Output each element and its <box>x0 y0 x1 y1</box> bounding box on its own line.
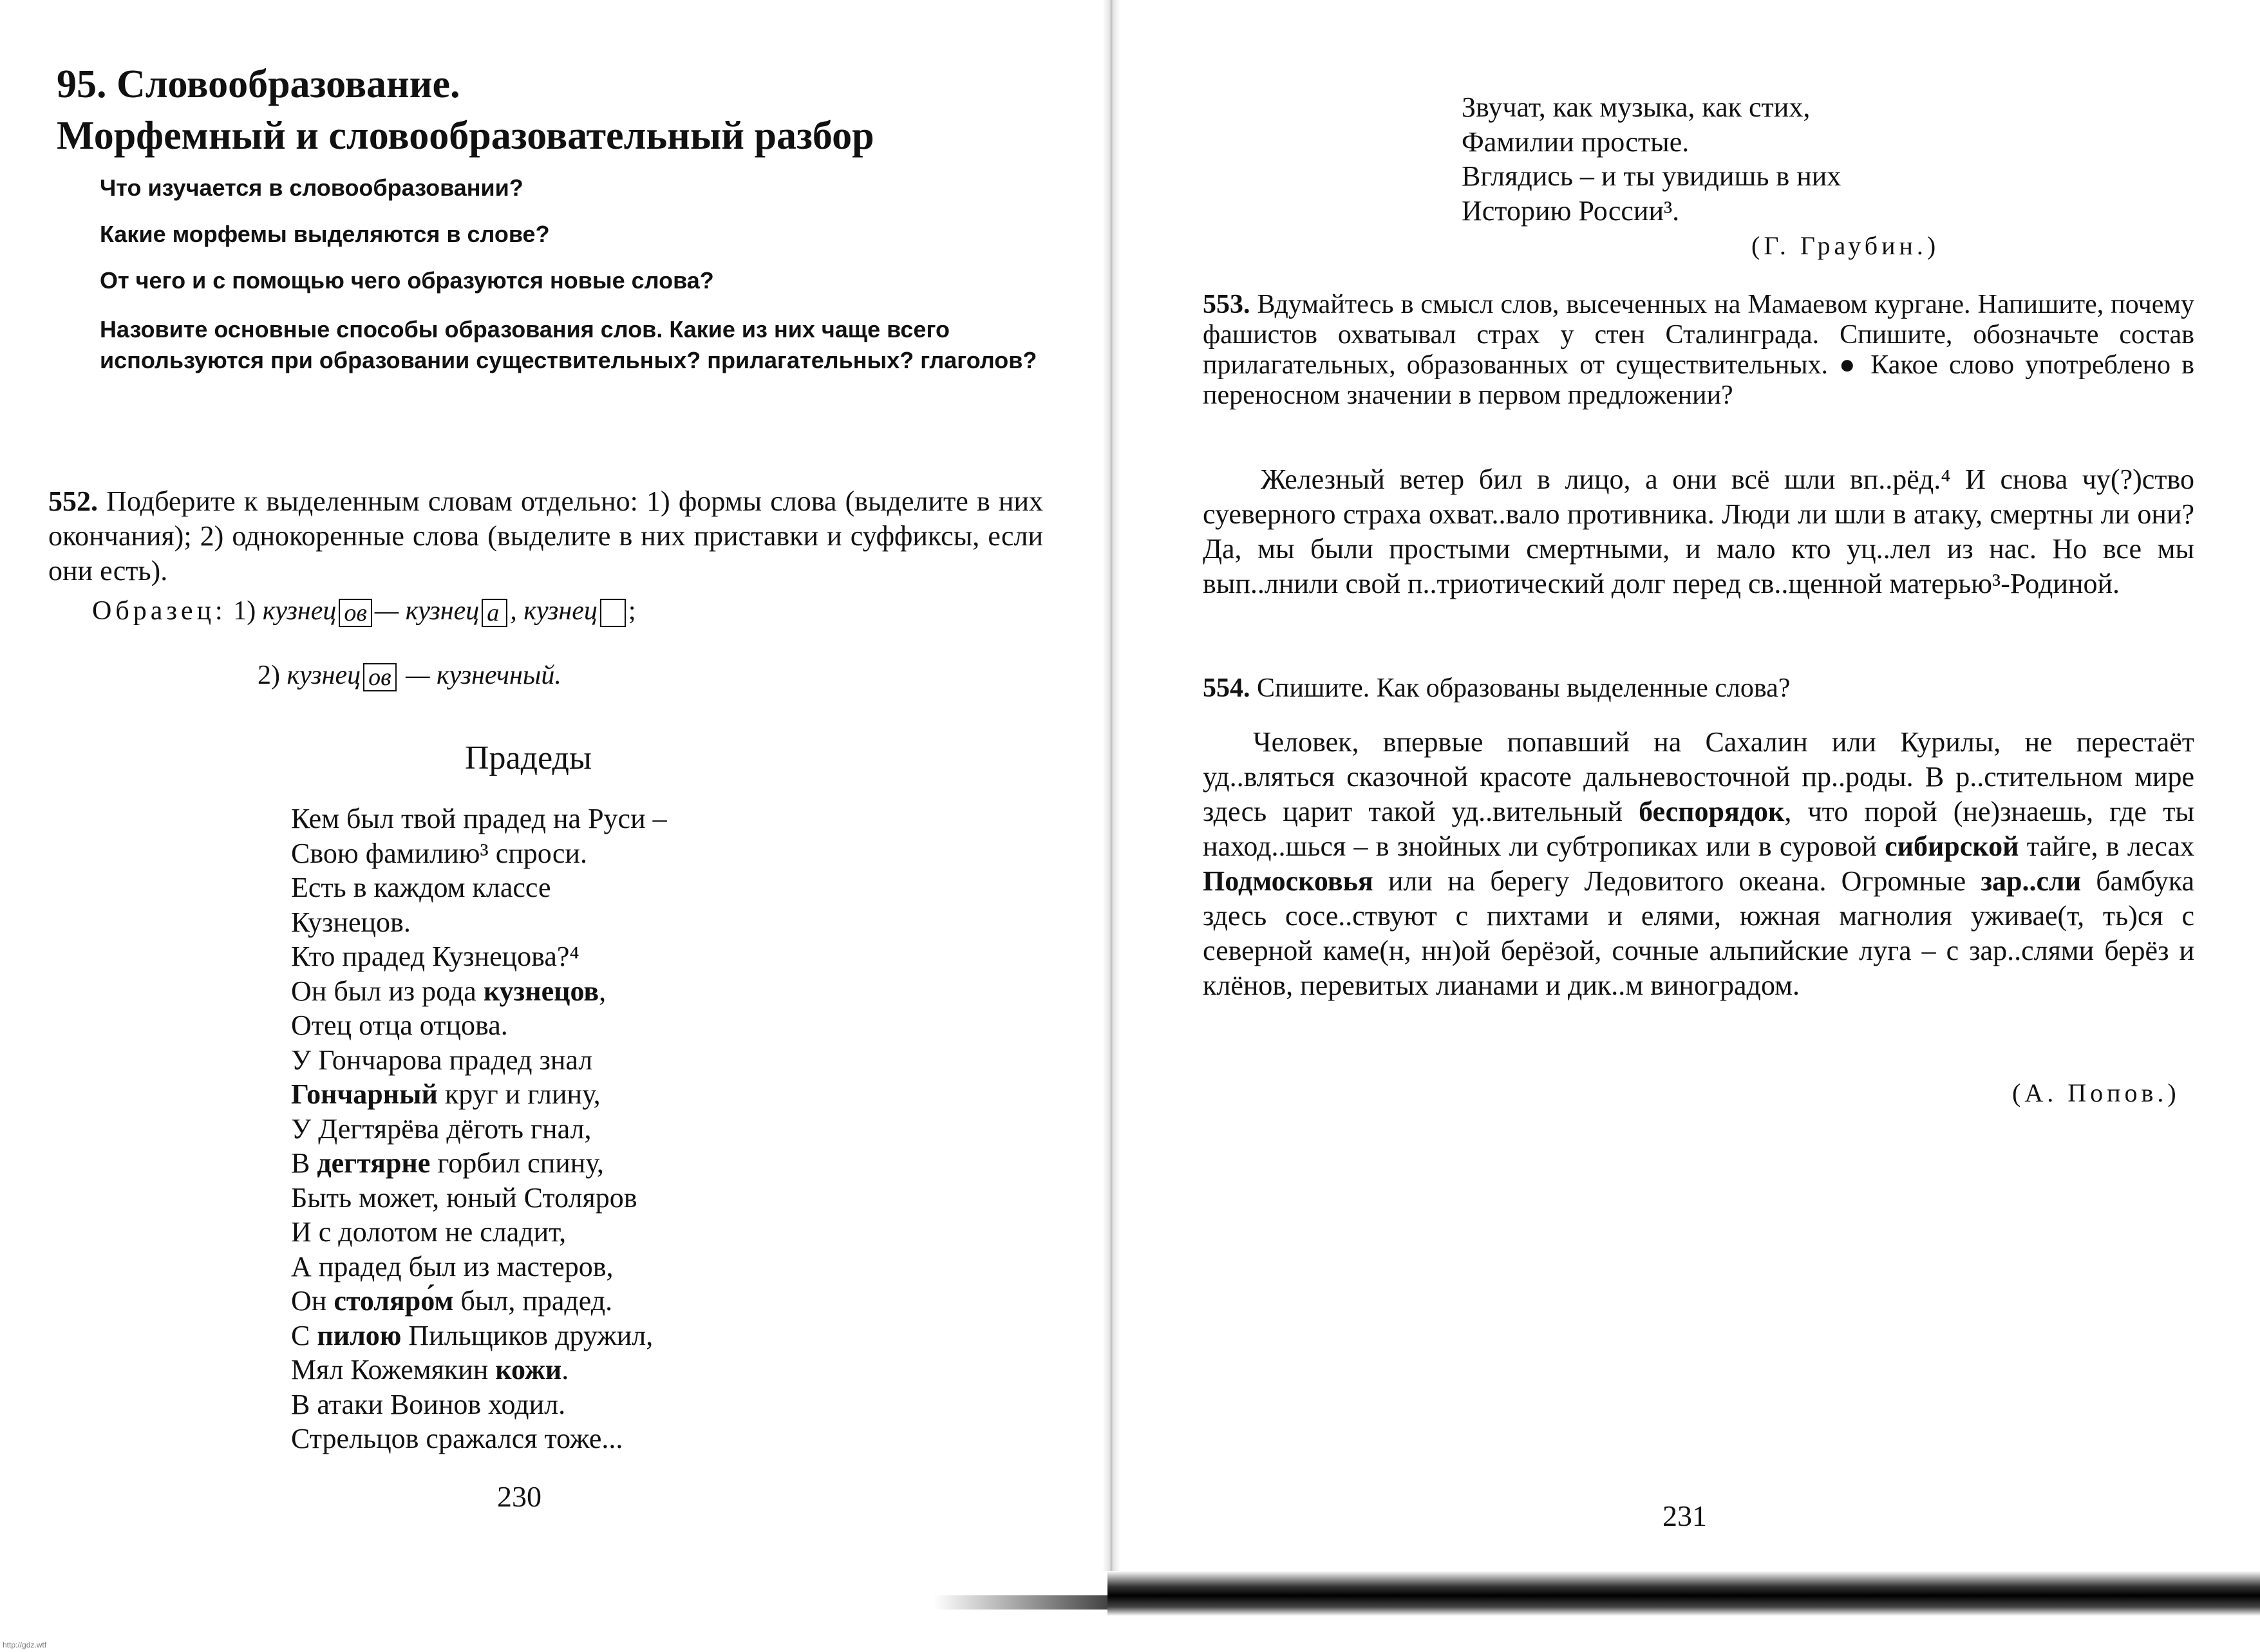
page-number-left: 230 <box>497 1480 541 1513</box>
watermark: http://gdz.wtf <box>3 1640 47 1649</box>
text-author: (А. Попов.) <box>2012 1078 2180 1107</box>
poem-text: Он был из рода <box>291 975 484 1007</box>
highlighted-word: Подмосковья <box>1203 865 1373 897</box>
poem-text: И с долотом не сладит, <box>291 1216 567 1248</box>
exercise-number: 552. <box>48 485 98 517</box>
exercise-task: Спишите. Как образованы выделенные слова? <box>1257 673 1791 703</box>
poem-bold-word: столяро́м <box>334 1285 454 1317</box>
poem-bold-word: Гончарный <box>291 1078 438 1110</box>
poem-text: Быть может, юный Столяров <box>291 1181 637 1214</box>
text-fragment: тайге, в лесах <box>2019 831 2195 862</box>
poem-text: горбил спину, <box>430 1147 604 1179</box>
question-2: Какие морфемы выделяются в слове? <box>100 221 550 247</box>
exercise-task-2: Какое слово употреблено в переносном значении в первом предложении? <box>1203 350 2195 410</box>
poem-line: Вглядись – и ты увидишь в них <box>1462 160 1841 192</box>
title-line-2: Морфемный и словообразовательный разбор <box>57 114 874 158</box>
poem-text: Он <box>291 1285 334 1317</box>
highlighted-word: зар..сли <box>1981 865 2082 897</box>
text-fragment: бамбука здесь сосе..ствуют с пихтами и елями, южная магнолия уживае(т, ть)ся с северной каме(н, нн)ой берёзой, сочные альпийские луга – с зар..слями берёз и клёнов, перевитых лианами и дик..м виноградом. <box>1203 865 2194 1001</box>
poem-text: А прадед был из мастеров, <box>291 1250 614 1282</box>
sample-word: — кузнец <box>374 596 480 626</box>
poem-text: круг и глину, <box>437 1078 601 1110</box>
exercise-554-task <box>1203 673 1790 704</box>
poem-line <box>291 1112 667 1147</box>
exercise-553-text: Железный ветер бил в лицо, а они всё шли вп..рёд.⁴ И снова чу(?)ство суеверного страха охват..вало противника. Люди ли шли в атаку, смертны ли они? Да, мы были простыми смертными, и мало кто уц..лел из нас. Но все мы вып..лнили свой п..триотический долг перед св..щенной матерью³-Родиной. <box>1203 464 2194 599</box>
section-number: 95. <box>57 62 107 106</box>
question-4: Назовите основные способы образования слов. Какие из них чаще всего используются при образовании существительных? прилагательных? глаголов? <box>100 316 1037 373</box>
poem-line <box>291 870 667 905</box>
poem-line <box>291 939 667 974</box>
sample-word: — кузнечный. <box>406 661 561 690</box>
text-fragment: Человек, впервые попавший на Сахалин или Курилы, не перестаёт уд..вляться сказочной красоте дальневосточной пр..роды. В р..стительном мире здесь царит такой уд..вительный <box>1203 726 2194 827</box>
exercise-552 <box>48 484 1043 588</box>
title-line-1: Словообразование. <box>117 62 460 106</box>
poem-line <box>291 1146 667 1181</box>
poem-bold-word: кузнецов <box>483 975 599 1007</box>
poem-line <box>291 1387 667 1422</box>
poem-line <box>291 1422 667 1456</box>
sample-word: кузнец <box>287 661 361 690</box>
poem-line <box>291 1284 667 1319</box>
page-number-right: 231 <box>1662 1499 1707 1532</box>
poem-bold-word: пилою <box>317 1319 402 1351</box>
poem-text: Отец отца отцова. <box>291 1009 508 1041</box>
poem-text: Есть в каждом классе <box>291 872 551 903</box>
poem-line <box>291 836 667 871</box>
question-1: Что изучается в словообразовании? <box>100 174 523 201</box>
sample-end: ; <box>628 596 636 626</box>
poem-line <box>291 1043 667 1078</box>
poem-line <box>291 1077 667 1112</box>
ending-box: ов <box>339 599 372 627</box>
sample-num: 1) <box>233 596 256 626</box>
ending-box: ов <box>363 663 397 691</box>
exercise-task: Вдумайтесь в смысл слов, высеченных на Мамаевом кургане. Напишите, почему фашистов охватывал страх у стен Сталинграда. Спишите, обозначьте состав прилагательных, образованных от существительных. <box>1203 290 2194 380</box>
poem-bold-word: кожи <box>495 1354 562 1385</box>
poem-text: Кто прадед Кузнецова?⁴ <box>291 941 579 972</box>
right-page <box>1120 0 2260 1652</box>
poem-text: Мял Кожемякин <box>291 1354 496 1385</box>
left-page <box>0 0 1102 1652</box>
poem-line: Звучат, как музыка, как стих, <box>1462 91 1811 123</box>
poem-text: . <box>561 1354 569 1385</box>
sample-line-2 <box>258 660 561 691</box>
sample-line-1 <box>92 596 636 627</box>
poem-text: Стрельцов сражался тоже... <box>291 1423 623 1454</box>
exercise-text: Подберите к выделенным словам отдельно: 1) формы слова (выделите в них окончания); 2) однокоренные слова (выделите в них приставки и суффиксы, если они есть). <box>48 485 1043 587</box>
highlighted-word: беспорядок <box>1639 796 1785 827</box>
poem-text: В атаки Воинов ходил. <box>291 1388 566 1420</box>
bullet-icon: ● <box>1839 350 1860 380</box>
poem-line <box>291 1181 667 1216</box>
highlighted-word: сибирской <box>1885 831 2019 862</box>
sample-num: 2) <box>258 661 280 690</box>
poem-text: Кем был твой прадед на Руси – <box>291 803 667 834</box>
exercise-number: 554. <box>1203 673 1250 703</box>
poem-line: Фамилии простые. <box>1462 126 1690 158</box>
poem-text: Пильщиков дружил, <box>401 1319 654 1351</box>
poem-text: У Дегтярёва дёготь гнал, <box>291 1112 592 1145</box>
poem-continuation <box>1462 90 1841 228</box>
book-gutter <box>1102 0 1120 1571</box>
text-fragment: или на берегу Ледовитого океана. Огромные <box>1373 865 1981 897</box>
poem-text: , <box>599 975 607 1007</box>
section-title <box>57 59 460 109</box>
ending-box: а <box>482 599 507 627</box>
poem-text: был, прадед. <box>453 1285 613 1317</box>
text-fragment: , что порой (не)знаешь, где ты наход..шься – в знойных ли субтропиках или в суровой <box>1203 796 2194 862</box>
poem-line <box>291 905 667 940</box>
question-3: От чего и с помощью чего образуются новые слова? <box>100 267 714 294</box>
poem-bold-word: дегтярне <box>317 1147 431 1179</box>
poem-line <box>291 1250 667 1284</box>
poem-text: Кузнецов. <box>291 906 411 938</box>
poem-text: У Гончарова прадед знал <box>291 1044 593 1076</box>
poem-text: С <box>291 1319 317 1351</box>
poem-line <box>291 1008 667 1043</box>
exercise-553-task <box>1203 290 2194 411</box>
poem-line <box>291 1215 667 1250</box>
empty-ending-box <box>600 599 626 627</box>
sample-word: , кузнец <box>510 596 598 626</box>
exercise-554-text <box>1203 725 2194 1003</box>
poem-title: Прадеды <box>465 740 592 776</box>
exercise-number: 553. <box>1203 290 1250 319</box>
poem-text: Свою фамилию³ спроси. <box>291 837 587 869</box>
poem-author: (Г. Граубин.) <box>1751 231 1940 260</box>
poem-line <box>291 974 667 1009</box>
sample-label: Образец: <box>92 596 227 626</box>
poem-text: В <box>291 1147 317 1179</box>
poem-line: Историю России³. <box>1462 194 1680 227</box>
poem-line <box>291 802 667 836</box>
poem-line <box>291 1319 667 1353</box>
poem-line <box>291 1353 667 1387</box>
poem-prадеды <box>291 802 667 1456</box>
sample-word: кузнец <box>262 596 337 626</box>
